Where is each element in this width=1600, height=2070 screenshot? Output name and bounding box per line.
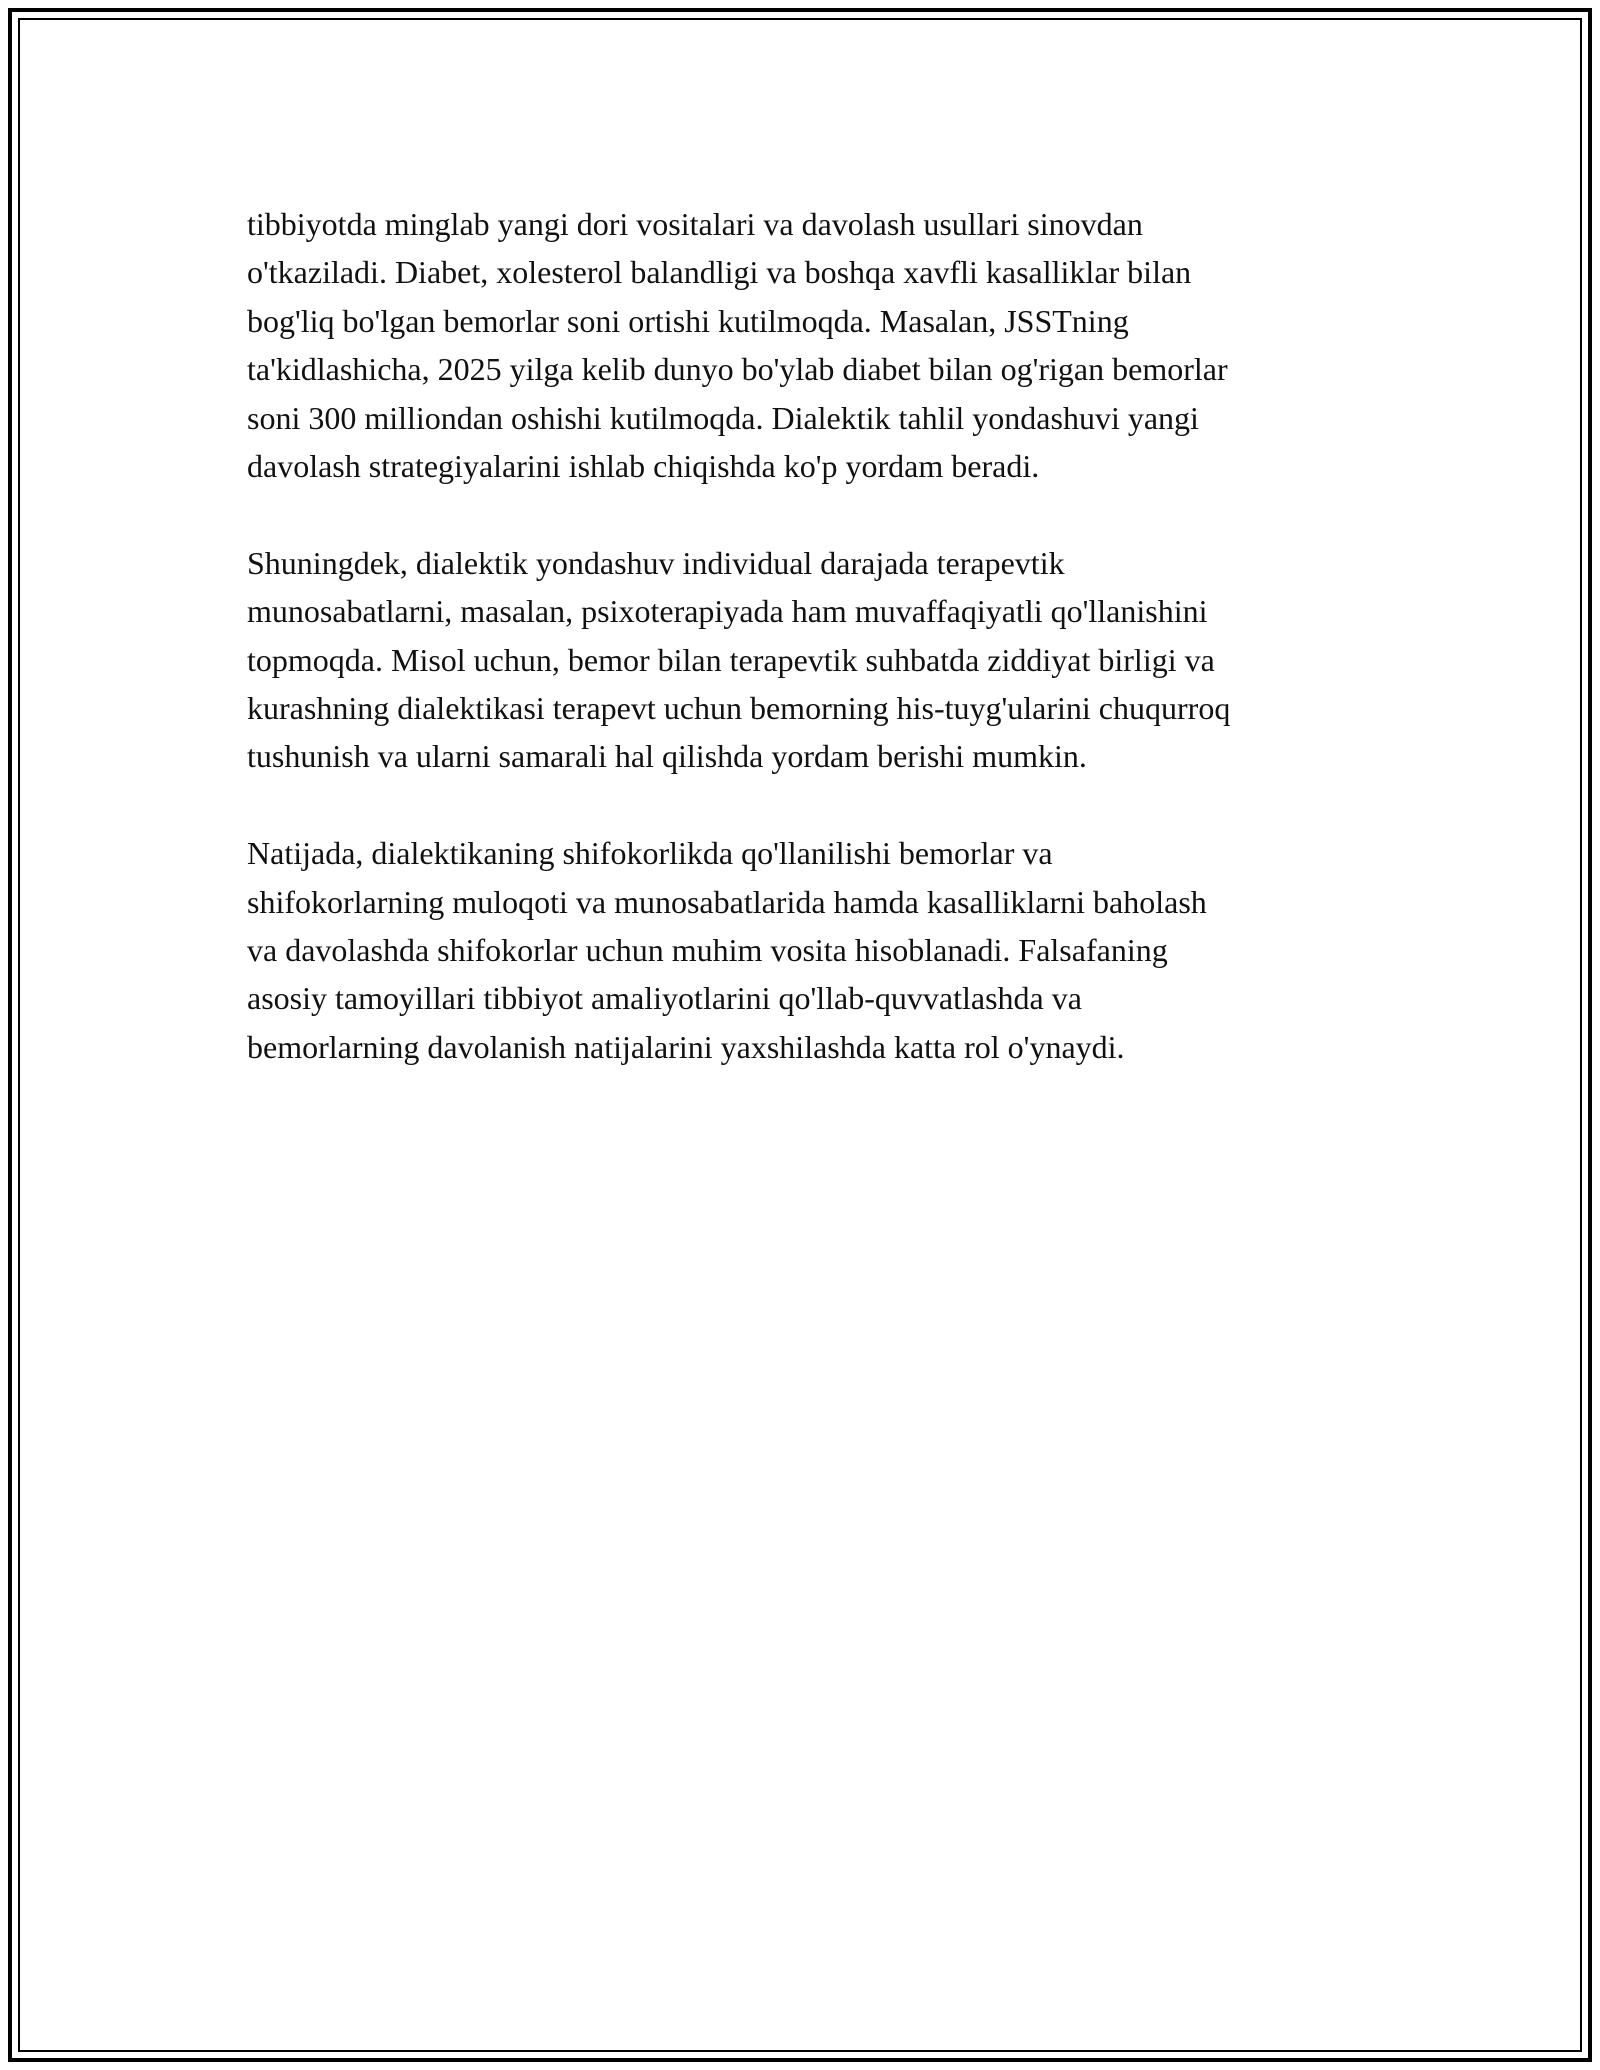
text-line: Natijada, dialektikaning shifokorlikda qo'llanilishi bemorlar va — [247, 835, 1053, 872]
document-page — [8, 8, 1592, 2062]
paragraph-2 — [247, 539, 1387, 781]
text-line: Shuningdek, dialektik yondashuv individual darajada terapevtik — [247, 544, 1065, 581]
text-line: va davolashda shifokorlar uchun muhim vosita hisoblanadi. Falsafaning — [247, 932, 1168, 969]
text-line: kurashning dialektikasi terapevt uchun bemorning his-tuyg'ularini chuqurroq — [247, 690, 1231, 727]
text-line: asosiy tamoyillari tibbiyot amaliyotlarini qo'llab-quvvatlashda va — [247, 980, 1082, 1017]
text-line: ta'kidlashicha, 2025 yilga kelib dunyo bo'ylab diabet bilan og'rigan bemorlar — [247, 351, 1228, 388]
text-line: bemorlarning davolanish natijalarini yaxshilashda katta rol o'ynaydi. — [247, 1028, 1125, 1065]
text-line: o'tkaziladi. Diabet, xolesterol balandligi va boshqa xavfli kasalliklar bilan — [247, 254, 1192, 291]
text-line: davolash strategiyalarini ishlab chiqishda ko'p yordam beradi. — [247, 448, 1040, 485]
text-line: bog'liq bo'lgan bemorlar soni ortishi kutilmoqda. Masalan, JSSTning — [247, 302, 1129, 339]
paragraph-1 — [247, 200, 1387, 490]
text-line: shifokorlarning muloqoti va munosabatlarida hamda kasalliklarni baholash — [247, 883, 1207, 920]
paragraph-3 — [247, 829, 1387, 1071]
text-line: topmoqda. Misol uchun, bemor bilan terapevtik suhbatda ziddiyat birligi va — [247, 641, 1215, 678]
document-body — [247, 200, 1387, 1120]
text-line: tibbiyotda minglab yangi dori vositalari va davolash usullari sinovdan — [247, 206, 1143, 242]
text-line: munosabatlarni, masalan, psixoterapiyada ham muvaffaqiyatli qo'llanishini — [247, 593, 1208, 630]
text-line: soni 300 milliondan oshishi kutilmoqda. Dialektik tahlil yondashuvi yangi — [247, 399, 1199, 436]
text-line: tushunish va ularni samarali hal qilishda yordam berishi mumkin. — [247, 738, 1087, 775]
